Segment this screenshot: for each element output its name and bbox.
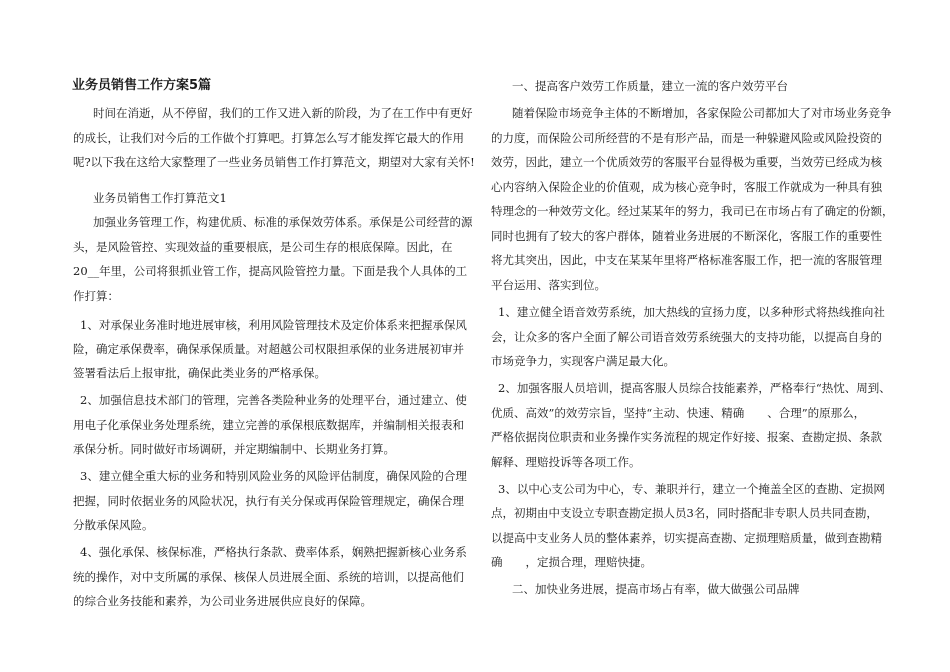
paragraph-line: 心内容纳入保险企业的价值观，成为核心竞争时，客服工作就成为一种具有独 [491,180,882,194]
list-item-1-line: 市场竞争力，实现客户满足最大化。 [491,354,675,368]
list-item-3-line: 3、建立健全重大标的业务和特别风险业务的风险评估制度，确保风险的合理 [80,469,467,483]
list-item-1-line: 1、建立健全语音效劳系统，加大热线的宣扬力度，以多种形式将热线推向社 [498,305,885,319]
document-title: 业务员销售工作方案5篇 [72,78,212,93]
list-item-4-line: 的综合业务技能和素养，为公司业务进展供应良好的保障。 [73,594,372,608]
paragraph-line: 效劳，因此，建立一个优质效劳的客服平台显得极为重要，当效劳已经成为核 [491,155,882,169]
list-item-2-line: 严格依据岗位职责和业务操作实务流程的规定作好接、报案、查勘定损、条款 [491,430,882,444]
paragraph-line: 头，是风险管控、实现效益的重要根底，是公司生存的根底保障。因此，在 [73,240,453,254]
paragraph-line: 平台运用、落实到位。 [491,278,606,292]
list-item-3-line: 分散承保风险。 [73,518,154,532]
list-item-2-line: 2、加强信息技术部门的管理，完善各类险种业务的处理平台，通过建立、使 [80,393,467,407]
paragraph-line: 特理念的一种效劳文化。经过某某年的努力，我司已在市场占有了确定的份额， [491,204,894,218]
paragraph-line: 同时也拥有了较大的客户群体，随着业务进展的不断深化，客服工作的重要性 [491,229,882,243]
list-item-3-line: 3、以中心支公司为中心，专、兼职并行，建立一个掩盖全区的查勘、定损网 [498,482,885,496]
list-item-1-line: 1、对承保业务准时地进展审核，利用风险管理技术及定价体系来把握承保风 [80,318,467,332]
section-heading-2: 二、加快业务进展，提高市场占有率，做大做强公司品牌 [512,582,800,596]
list-item-2-line: 解释、理赔投诉等各项工作。 [491,455,641,469]
list-item-1-line: 险，确定承保费率，确保承保质量。对超越公司权限担承保的业务进展初审并 [73,342,464,356]
list-item-2-line: 承保分析。同时做好市场调研，并定期编制中、长期业务打算。 [73,442,395,456]
paragraph-line: 作打算： [73,289,119,303]
paragraph-line: 将尤其突出，因此，中支在某某年里将严格标准客服工作，把一流的客服管理 [491,253,882,267]
list-item-3-line: 确 ，定损合理，理赔快捷。 [491,555,652,569]
paragraph-line: 20__年里，公司将狠抓业管工作，提高风险管控力量。下面是我个人具体的工 [73,264,468,278]
paragraph-line: 随着保险市场竞争主体的不断增加，各家保险公司都加大了对市场业务竞争 [512,106,892,120]
list-item-1-line: 签署看法后上报审批，确保此类业务的严格承保。 [73,366,326,380]
list-item-2-line: 优质、高效”的效劳宗旨，坚持“主动、快速、精确 、合理”的原那么， [491,406,866,420]
list-item-4-line: 统的操作，对中支所属的承保、核保人员进展全面、系统的培训，以提高他们 [73,570,464,584]
list-item-4-line: 4、强化承保、核保标准，严格执行条款、费率体系，娴熟把握新核心业务系 [80,545,467,559]
section-heading-1: 一、提高客户效劳工作质量，建立一流的客户效劳平台 [512,79,788,93]
intro-line-2: 的成长，让我们对今后的工作做个打算吧。打算怎么写才能发挥它最大的作用 [73,131,464,145]
list-item-1-line: 会，让众多的客户全面了解公司语音效劳系统强大的支持功能，以提高自身的 [491,330,882,344]
section-heading: 业务员销售工作打算范文1 [93,191,227,205]
intro-line-1: 时间在消逝，从不停留，我们的工作又进入新的阶段，为了在工作中有更好 [93,106,473,120]
intro-line-3: 呢?以下我在这给大家整理了一些业务员销售工作打算范文，期望对大家有关怀! [73,155,475,169]
list-item-2-line: 2、加强客服人员培训，提高客服人员综合技能素养，严格奉行“热忱、周到、 [498,381,891,395]
list-item-3-line: 点，初期由中支设立专职查勘定损人员3名，同时搭配非专职人员共同查勘， [491,506,878,520]
paragraph-line: 加强业务管理工作，构建优质、标准的承保效劳体系。承保是公司经营的源 [93,215,473,229]
list-item-3-line: 把握，同时依据业务的风险状况，执行有关分保或再保险管理规定，确保合理 [73,494,464,508]
list-item-3-line: 以提高中支业务人员的整体素养，切实提高查勘、定损理赔质量，做到查勘精 [491,531,882,545]
paragraph-line: 的力度，而保险公司所经营的不是有形产品，而是一种躲避风险或风险投资的 [491,131,882,145]
list-item-2-line: 用电子化承保业务处理系统，建立完善的承保根底数据库，并编制相关报表和 [73,418,464,432]
